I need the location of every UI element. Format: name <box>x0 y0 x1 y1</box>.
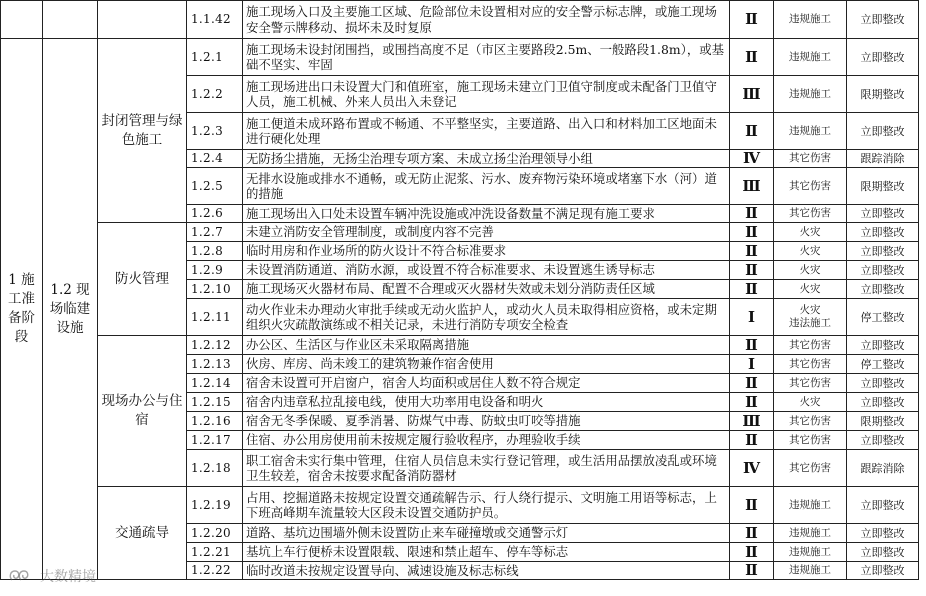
subcategory-cell-line: 设施 <box>56 319 84 336</box>
rectify-action: 立即整改 <box>847 487 919 524</box>
subcategory-cell-line: 1.2 现 <box>50 281 90 298</box>
table-row <box>1 336 919 355</box>
accident-type: 火灾 <box>774 280 847 299</box>
row-description: 宿舍无冬季保暖、夏季消暑、防煤气中毒、防蚊虫叮咬等措施 <box>243 412 730 431</box>
row-code: 1.2.7 <box>187 223 243 242</box>
rectify-action: 停工整改 <box>847 355 919 374</box>
rectify-action: 立即整改 <box>847 393 919 412</box>
accident-type: 违规施工 <box>774 562 847 580</box>
risk-level: Ⅰ <box>730 299 774 336</box>
rectify-action: 立即整改 <box>847 223 919 242</box>
rectify-action: 限期整改 <box>847 412 919 431</box>
accident-type: 违规施工 <box>774 524 847 543</box>
table-row <box>1 223 919 242</box>
accident-type: 火灾 <box>774 223 847 242</box>
group-cell-line: 色施工 <box>121 131 163 148</box>
accident-type: 其它伤害 <box>774 431 847 450</box>
table-row <box>1 1 919 39</box>
accident-type: 火灾 <box>774 261 847 280</box>
rectify-action: 立即整改 <box>847 261 919 280</box>
rectify-action: 立即整改 <box>847 280 919 299</box>
stage-cell-line: 工准 <box>8 291 35 307</box>
row-description: 伙房、库房、尚未竣工的建筑物兼作宿舍使用 <box>243 355 730 374</box>
risk-level: Ⅳ <box>730 450 774 487</box>
row-description: 未设置消防通道、消防水源，或设置不符合标准要求、未设置逃生诱导标志 <box>243 261 730 280</box>
table-row <box>1 487 919 524</box>
accident-type <box>774 299 847 336</box>
rectify-action: 立即整改 <box>847 562 919 580</box>
swirl-logo-icon <box>8 568 36 584</box>
rectify-action: 立即整改 <box>847 242 919 261</box>
watermark <box>8 566 96 586</box>
row-code: 1.2.5 <box>187 168 243 205</box>
rectify-action: 停工整改 <box>847 299 919 336</box>
row-description: 施工现场灭火器材布局、配置不合理或灭火器材失效或未划分消防责任区域 <box>243 280 730 299</box>
group-cell-line: 宿 <box>135 412 149 428</box>
row-code: 1.2.2 <box>187 76 243 113</box>
accident-type: 其它伤害 <box>774 355 847 374</box>
rectify-action: 立即整改 <box>847 1 919 39</box>
accident-type-line: 违法施工 <box>789 317 831 329</box>
empty-stage-cell <box>1 1 43 39</box>
row-description: 道路、基坑边围墙外侧未设置防止来车碰撞墩或交通警示灯 <box>243 524 730 543</box>
row-code: 1.2.20 <box>187 524 243 543</box>
accident-type: 违规施工 <box>774 39 847 76</box>
row-description: 无防扬尘措施，无扬尘治理专项方案、未成立扬尘治理领导小组 <box>243 150 730 168</box>
risk-level: Ⅱ <box>730 393 774 412</box>
row-code: 1.2.4 <box>187 150 243 168</box>
accident-type: 违规施工 <box>774 113 847 150</box>
risk-level: Ⅲ <box>730 76 774 113</box>
subcategory-cell <box>43 39 98 580</box>
rectify-action: 限期整改 <box>847 168 919 205</box>
empty-group-cell <box>98 1 187 39</box>
row-code: 1.2.1 <box>187 39 243 76</box>
row-description: 住宿、办公用房使用前未按规定履行验收程序，办理验收手续 <box>243 431 730 450</box>
row-description: 施工现场出入口处未设置车辆冲洗设施或冲洗设备数量不满足现有施工要求 <box>243 205 730 223</box>
row-code: 1.2.14 <box>187 374 243 393</box>
row-description: 无排水设施或排水不通畅，或无防止泥浆、污水、废弃物污染环境或堵塞下水（河）道的措施 <box>243 168 730 205</box>
rectify-action: 立即整改 <box>847 374 919 393</box>
row-code: 1.2.10 <box>187 280 243 299</box>
accident-type: 违规施工 <box>774 487 847 524</box>
rectify-action: 立即整改 <box>847 113 919 150</box>
row-description: 宿舍内违章私拉乱接电线，使用大功率用电设备和明火 <box>243 393 730 412</box>
row-code: 1.2.17 <box>187 431 243 450</box>
row-description: 基坑上车行便桥未设置限载、限速和禁止超车、停车等标志 <box>243 543 730 562</box>
risk-level: Ⅲ <box>730 412 774 431</box>
risk-level: Ⅱ <box>730 223 774 242</box>
accident-type: 其它伤害 <box>774 336 847 355</box>
row-description: 临时改道未按规定设置导向、减速设施及标志标线 <box>243 562 730 580</box>
row-code: 1.2.6 <box>187 205 243 223</box>
risk-level: Ⅱ <box>730 205 774 223</box>
stage-cell-line: 段 <box>14 329 29 345</box>
accident-type-line: 火灾 <box>799 304 821 316</box>
row-code: 1.1.42 <box>187 1 243 39</box>
stage-cell <box>1 39 43 580</box>
accident-type: 其它伤害 <box>774 374 847 393</box>
risk-level: Ⅲ <box>730 168 774 205</box>
row-code: 1.2.11 <box>187 299 243 336</box>
stage-cell-line: 1 施 <box>8 272 35 288</box>
rectify-action: 跟踪消除 <box>847 450 919 487</box>
subcategory-cell-line: 场临建 <box>49 300 91 317</box>
accident-type: 违规施工 <box>774 1 847 39</box>
risk-level: Ⅰ <box>730 355 774 374</box>
accident-type: 火灾 <box>774 393 847 412</box>
row-code: 1.2.22 <box>187 562 243 580</box>
rectify-action: 立即整改 <box>847 39 919 76</box>
risk-level: Ⅱ <box>730 280 774 299</box>
risk-level: Ⅱ <box>730 524 774 543</box>
row-code: 1.2.8 <box>187 242 243 261</box>
risk-level: Ⅱ <box>730 113 774 150</box>
group-cell <box>98 487 187 580</box>
accident-type: 其它伤害 <box>774 412 847 431</box>
row-code: 1.2.3 <box>187 113 243 150</box>
stage-cell-line: 备阶 <box>8 310 35 326</box>
group-cell-line: 交通疏导 <box>115 524 169 541</box>
rectify-action: 立即整改 <box>847 524 919 543</box>
risk-level: Ⅱ <box>730 543 774 562</box>
risk-level: Ⅱ <box>730 261 774 280</box>
group-cell <box>98 336 187 487</box>
row-description: 未建立消防安全管理制度，或制度内容不完善 <box>243 223 730 242</box>
risk-level: Ⅱ <box>730 1 774 39</box>
watermark-text: 大数精境 <box>40 569 96 585</box>
rectify-action: 立即整改 <box>847 336 919 355</box>
row-code: 1.2.13 <box>187 355 243 374</box>
row-description: 宿舍未设置可开启窗户，宿舍人均面积或居住人数不符合规定 <box>243 374 730 393</box>
group-cell-line: 封闭管理与绿 <box>101 112 183 129</box>
row-description: 职工宿舍未实行集中管理，住宿人员信息未实行登记管理，或生活用品摆放凌乱或环境卫生较差，宿舍未按要求配备消防器材 <box>243 450 730 487</box>
accident-type: 违规施工 <box>774 543 847 562</box>
row-description: 办公区、生活区与作业区未采取隔离措施 <box>243 336 730 355</box>
rectify-action: 限期整改 <box>847 76 919 113</box>
rectify-action: 跟踪消除 <box>847 150 919 168</box>
risk-level: Ⅱ <box>730 336 774 355</box>
risk-level: Ⅳ <box>730 150 774 168</box>
group-cell-line: 防火管理 <box>115 270 169 287</box>
row-code: 1.2.21 <box>187 543 243 562</box>
row-code: 1.2.15 <box>187 393 243 412</box>
row-code: 1.2.9 <box>187 261 243 280</box>
rectify-action: 立即整改 <box>847 543 919 562</box>
risk-level: Ⅱ <box>730 242 774 261</box>
group-cell <box>98 223 187 336</box>
row-description: 动火作业未办理动火审批手续或无动火监护人，或动火人员未取得相应资格，或未定期组织火灾疏散演练或不相关记录，未进行消防专项安全检查 <box>243 299 730 336</box>
risk-level: Ⅱ <box>730 39 774 76</box>
row-description: 施工现场进出口未设置大门和值班室，施工现场未建立门卫值守制度或未配备门卫值守人员，施工机械、外来人员出入未登记 <box>243 76 730 113</box>
row-description: 施工现场未设封闭围挡，或围挡高度不足（市区主要路段2.5m、一般路段1.8m），或基础不坚实、牢固 <box>243 39 730 76</box>
accident-type: 火灾 <box>774 242 847 261</box>
accident-type: 其它伤害 <box>774 150 847 168</box>
row-description: 临时用房和作业场所的防火设计不符合标准要求 <box>243 242 730 261</box>
row-code: 1.2.19 <box>187 487 243 524</box>
risk-level: Ⅱ <box>730 487 774 524</box>
risk-level: Ⅱ <box>730 374 774 393</box>
row-description: 施工现场入口及主要施工区域、危险部位未设置相对应的安全警示标志牌，或施工现场安全警示牌移动、损坏未及时复原 <box>243 1 730 39</box>
row-code: 1.2.16 <box>187 412 243 431</box>
row-description: 施工便道未成环路布置或不畅通、不平整坚实，主要道路、出入口和材料加工区地面未进行硬化处理 <box>243 113 730 150</box>
row-description: 占用、挖掘道路未按规定设置交通疏解告示、行人绕行提示、文明施工用语等标志，上下班高峰期车流量较大区段未设置交通防护员。 <box>243 487 730 524</box>
risk-level: Ⅱ <box>730 431 774 450</box>
accident-type: 违规施工 <box>774 76 847 113</box>
accident-type: 其它伤害 <box>774 205 847 223</box>
group-cell-line: 现场办公与住 <box>101 393 183 409</box>
rectify-action: 立即整改 <box>847 431 919 450</box>
accident-type: 其它伤害 <box>774 450 847 487</box>
row-code: 1.2.12 <box>187 336 243 355</box>
risk-level: Ⅱ <box>730 562 774 580</box>
row-code: 1.2.18 <box>187 450 243 487</box>
accident-type: 其它伤害 <box>774 168 847 205</box>
empty-sub-cell <box>43 1 98 39</box>
group-cell <box>98 39 187 223</box>
rectify-action: 立即整改 <box>847 205 919 223</box>
table-row <box>1 39 919 76</box>
